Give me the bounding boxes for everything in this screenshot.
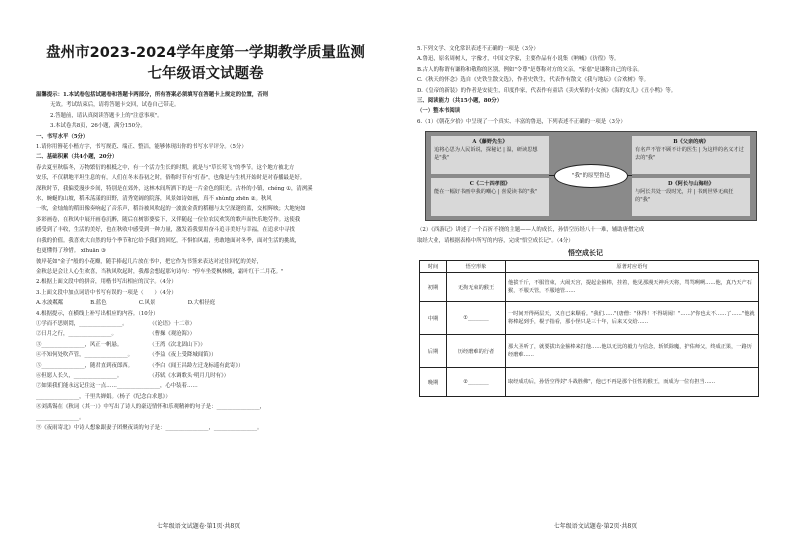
diagram-box-head: D《阿长与山海经》 [668,181,714,188]
text-line: 6.（1）《朝花夕拾》中呈现了一个真实、丰富的鲁迅，下列表述不正确的一项是（3分） [417,118,626,125]
diagram-box-body: 与阿长共处一段时光，并 | 书到世界无疯狂的"我" [635,189,734,204]
diagram-box-d [632,178,750,216]
diagram-box-head: A《藤野先生》 [472,139,508,146]
page-2-questions [417,44,754,127]
text-line: ⑧刘禹锡在《秋词（其一）》中写出了诗人的豪迈情怀和乐观精神的句子是：________________， [36,404,266,411]
text-line: 多彩画卷，在秋风中展开画卷沉醉，随后在树影婆娑下，又伴随起一位位农民欢笑的歌声而快乐地劳作。这使我 [36,216,301,223]
text-line: 深秋时节，我偏爱漫步乡间，特别是在郊外，这林木间所洒下的是一片金色的阳光。古朴的小镇，chéng ①，清冽溪 [36,185,313,192]
text-line: 自我的价值。我喜欢大自然的每个季节和它给予我们的回忆，不惧怕风霜，勇敢地面对冬季，面对生活的挑战， [36,237,301,244]
row-text: 取经成功后，孙悟空得封"斗战胜佛"，他已不再是那个任性的猴王，而成为一位有担当…… [506,368,759,397]
table-row [420,368,759,397]
text-line: A.水波粼粼 B.蓝色 C.风景 D.大相径庭 [36,300,216,307]
text-line: 感受到了丰收，生活的美好，也在秋收中感受到一种力量，激发着我要用奋斗追寻美好与幸福，在追求中寻找 [36,227,295,234]
text-line: 二、基础积累（共4小题，20分） [36,154,118,161]
text-line: 5.下列文学、文化常识表述不正确的一项是（3分） [417,46,539,52]
text-line: （2）《西游记》讲述了一个百折不挠的主题——人的成长，孙悟空历经八十一难，辅助唐僧完成 [417,227,645,234]
text-line: 安乐，不仅耕地平坦生息的有，人们在冬末春初之时，俗称时节有"打春"，也像是与生机开始时是对春播最是好。 [36,175,306,182]
text-line: ①学而不思则罔，________________。 （《论语》十二章） [36,320,196,327]
exam-title: 盘州市2023-2024学年度第一学期教学质量监测 [46,45,365,61]
text-line: 金秋总是会让人心生欢喜，当秋风吹起时，我都会想起那句诗句："停车坐爱枫林晚，霜叶红于二月花。" [36,268,284,275]
text-line: 4.根据提示，在横线上补写出相应的内容。（10分） [36,310,159,317]
exam-subtitle: 七年级语文试题卷 [147,66,264,82]
text-line: 彼岸花如"金子"般的小花瓣，随手捧起几片放在书中，把它作为书签来表达对过往回忆的美好， [36,258,262,265]
text-line: 也更懂得了珍惜。 xīhuān ③ [36,248,106,255]
diagram-box-head: B《父亲的病》 [673,139,709,146]
wukong-growth-table [419,260,759,397]
page-footer: 七年级语文试题卷·第2页·共8页 [553,523,638,530]
header-text: 原著对应语句 [506,261,759,273]
diagram-box-body: 有名声不管不顾不计的医生 | 为这样的名义才过去的"我" [635,147,744,162]
text-line: ⑤________________，随君直到夜郎西。 （李白《闻王昌龄左迁龙标遥有此寄》） [36,362,244,369]
text-line: 1.请你用簪花小楷方字，书写规范、端正、整洁，能够体现出你的书写水平评分。（5分） [36,144,247,151]
diagram-box-head: C《二十四孝图》 [469,181,511,188]
row-text: 一时间开得两层天，又自已来顺看。"我们……"(唐僧："休得！不得胡闹！"……)"你也太不……了……"他就将棒起到手，棍子指看，那小怪只是三十年，后来又交给…… [506,302,759,335]
table-row [420,335,759,368]
row-image: ①________ [447,302,506,335]
row-image: 历经磨难的行者 [447,335,506,368]
text-line: 2.根据上面文段中的拼音，用楷书写出相应的汉字。（4分） [36,279,177,286]
text-line: 一吹，金灿灿的稻田像奏响起了音乐声，稻谷被风吹起的一波波金黄的稻穗与太空深邃的蓝，交相辉映；大地宛如 [36,206,306,213]
diagram-box-body: 能在一幅好书画中我的嘲心 | 喜爱读书的"我" [434,189,538,196]
text-line: ③________________，风正一帆悬。 （王湾《次北固山下》） [36,341,206,348]
text-line: ⑥但愿人长久，________________。 （苏轼《水调歌头·明月几时有》） [36,372,230,379]
text-line: （一）整本书阅读 [417,108,461,115]
text-line: ________________，千里共婵娟。（杨子《纪念白求恩》） [36,393,171,400]
row-time: 后期 [420,335,447,368]
text-line: C.《秋天的怀念》选自《史铁生散文选》，作者史铁生，代表作有散文《我与地坛》《合欢树》等。 [417,77,650,84]
diagram-box-b [632,136,750,174]
text-line: 水，蜿蜒的山坡，稻禾荡漾的田野，清秀宽阔的院落，风景如诗如画，真不 shùnfg zhēn ②。秋风 [36,196,272,203]
text-line: A.鲁迅，原名周树人，字豫才，中国文学家，主要作品有小说集《呐喊》《彷徨》等。 [417,56,620,63]
table-header-row [420,261,759,273]
page-footer: 七年级语文试题卷·第1页·共8页 [156,523,241,530]
table-row [420,273,759,302]
row-image: 无拘无束的猴王 [447,273,506,302]
row-time: 中期 [420,302,447,335]
text-line: 2.答题前，请认真阅读答题卡上的"注意事项"。 [50,112,163,119]
text-line: D.《皇帝的新装》的作者是安徒生，印度作家，代表作有童话《卖火柴的小女孩》《海的女儿》《丑小鸭》等。 [417,87,677,94]
header-time: 时间 [420,261,447,273]
row-image: ②________ [447,368,506,397]
text-line: B.古人的称谓有谦称和敬称的区别，例如"令尊"是尊称对方的父亲，"家慈"是谦称自己的母亲。 [417,66,643,73]
text-line: 3.上面文段中加点词语中书写有误的一项是（ ）（4分） [36,289,177,296]
header-image: 悟空形象 [447,261,506,273]
diagram-box-body: 追将心思为人民诉说，探秘记 | 温，研读思想是"我" [434,147,538,162]
table-body [420,273,759,397]
text-line: 温馨提示：1.本试卷包括试题卷和答题卡两部分，所有答案必须填写在答题卡上规定的位置，否则 [36,92,269,98]
row-text: 他拔千斤，不服管束，大闹天宫，提起金箍棒，挂着，他见那漫天神兵天将，骂骂咧咧……他，真乃天产石猴，不服天管，不服地管…… [506,273,759,302]
text-line: 春去夏至秋临冬，万物繁衍的根柢之中，有一个活力生长的时期，就是与"草长莺飞"的季节。这个地方被北方 [36,164,295,171]
text-line: ④不知何处吹芦管，________________。 （李益《夜上受降城闻笛》） [36,352,217,359]
text-line: ②日月之行，________________。 （曹操《观沧海》） [36,331,196,338]
row-text: 那大圣听了，就要拔出金箍棒来打他……他以无比的毅力与信念，斩妖除魔，护佑师父，终成正果，一路历经磨难…… [506,335,759,368]
diagram-box-c [431,178,549,216]
text-line: 取经大业，请根据表格中所写的内容，完成"悟空成长记"。（4分） [417,237,574,244]
text-line: ⑨《夜雨寄北》中诗人想象跟妻子团聚夜谈的句子是：________________，________________。 [36,425,263,431]
text-line: 一、书写水平（5分） [36,133,89,140]
row-time: 初期 [420,273,447,302]
text-line: 三、阅读能力（共15小题，80分） [417,98,503,105]
diagram-center-node: "我"的原型鲁迅 [554,164,628,188]
text-line: 无效。考试结束后，请将答题卡交回，试卷自己带走。 [50,102,180,109]
text-line: ________________。 [36,414,85,421]
table-caption: 悟空成长记 [568,248,603,258]
text-line: 3.本试卷共8页，26小题，满分150分。 [50,123,146,130]
table-row [420,302,759,335]
lu-xun-diagram [425,131,757,221]
diagram-box-a [431,136,549,174]
text-line: ⑦如果我们能永远记住这一点……________________，心中装着…… [36,383,198,390]
row-time: 晚期 [420,368,447,397]
exam-page-2 [397,0,794,540]
question-6-2 [417,225,754,246]
page-1-body [36,90,375,433]
